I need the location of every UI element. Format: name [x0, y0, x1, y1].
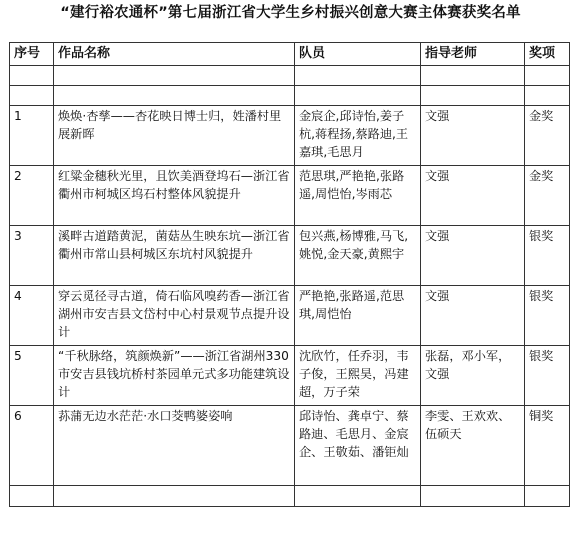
row-advisor: 文强: [421, 166, 525, 226]
table-row: [10, 286, 570, 346]
blank-cell: [421, 86, 525, 106]
row-no: 5: [10, 346, 54, 406]
header-name: 作品名称: [54, 43, 295, 66]
row-team: 范思琪,严艳艳,张路遥,周恺怡,岑雨芯: [295, 166, 421, 226]
blank-cell: [421, 486, 525, 507]
blank-cell: [525, 86, 570, 106]
row-prize: 金奖: [525, 166, 570, 226]
blank-cell: [421, 66, 525, 86]
row-work-name: 穿云觅径寻古道，倚石临风嗅药香—浙江省湖州市安吉县文岱村中心村景观节点提升设计: [54, 286, 295, 346]
blank-cell: [525, 486, 570, 507]
row-advisor: 文强: [421, 226, 525, 286]
awards-table: [9, 42, 570, 507]
row-work-name: 焕焕·杏孳——杏花映日博士归，姓潘村里展新晖: [54, 106, 295, 166]
table-row: [10, 346, 570, 406]
blank-cell: [525, 66, 570, 86]
blank-cell: [295, 486, 421, 507]
row-work-name: 溪畔古道踏黄泥，菌菇丛生映东坑—浙江省衢州市常山县柯城区东坑村风貌提升: [54, 226, 295, 286]
row-no: 6: [10, 406, 54, 486]
table-row: [10, 406, 570, 486]
row-work-name: “千秋脉络，筑颜焕新”——浙江省湖州330市安吉县钱坑桥村茶园单元式多功能建筑设计: [54, 346, 295, 406]
header-no: 序号: [10, 43, 54, 66]
document-title: “建行裕农通杯”第七届浙江省大学生乡村振兴创意大赛主体赛获奖名单: [60, 5, 521, 21]
blank-cell: [295, 86, 421, 106]
blank-cell: [54, 86, 295, 106]
blank-cell: [10, 486, 54, 507]
table-row: [10, 106, 570, 166]
table-header-row: [10, 43, 570, 66]
blank-cell: [10, 66, 54, 86]
row-advisor: 文强: [421, 286, 525, 346]
row-team: 包兴燕,杨博雅,马飞,姚悦,金天豪,黄熙宇: [295, 226, 421, 286]
row-prize: 银奖: [525, 226, 570, 286]
row-work-name: 荪蒲无边水茫茫·水口茭鸭婆姿响: [54, 406, 295, 486]
row-prize: 银奖: [525, 286, 570, 346]
blank-row: [10, 86, 570, 106]
row-advisor: 张磊，邓小军，文强: [421, 346, 525, 406]
header-prize: 奖项: [525, 43, 570, 66]
row-work-name: 红粱金穗秋光里，且饮美酒登坞石—浙江省衢州市柯城区坞石村整体风貌提升: [54, 166, 295, 226]
blank-row: [10, 486, 570, 507]
row-prize: 银奖: [525, 346, 570, 406]
blank-cell: [10, 86, 54, 106]
row-team: 严艳艳,张路遥,范思琪,周恺怡: [295, 286, 421, 346]
row-prize: 金奖: [525, 106, 570, 166]
table-row: [10, 166, 570, 226]
header-team: 队员: [295, 43, 421, 66]
row-advisor: 李雯、王欢欢、伍硕天: [421, 406, 525, 486]
blank-row: [10, 66, 570, 86]
row-team: 沈欣竹，任乔羽，韦子俊，王熙昊，冯建超，万子荣: [295, 346, 421, 406]
row-prize: 铜奖: [525, 406, 570, 486]
row-team: 邱诗怡、龚卓宁、蔡路迪、毛思月、金宸企、王敬茹、潘钜灿: [295, 406, 421, 486]
row-no: 3: [10, 226, 54, 286]
row-no: 1: [10, 106, 54, 166]
blank-cell: [54, 486, 295, 507]
header-advisor: 指导老师: [421, 43, 525, 66]
row-no: 4: [10, 286, 54, 346]
row-no: 2: [10, 166, 54, 226]
row-advisor: 文强: [421, 106, 525, 166]
blank-cell: [54, 66, 295, 86]
table-row: [10, 226, 570, 286]
blank-cell: [295, 66, 421, 86]
row-team: 金宸企,邱诗怡,姜子杭,蒋程扬,蔡路迪,王嘉琪,毛思月: [295, 106, 421, 166]
